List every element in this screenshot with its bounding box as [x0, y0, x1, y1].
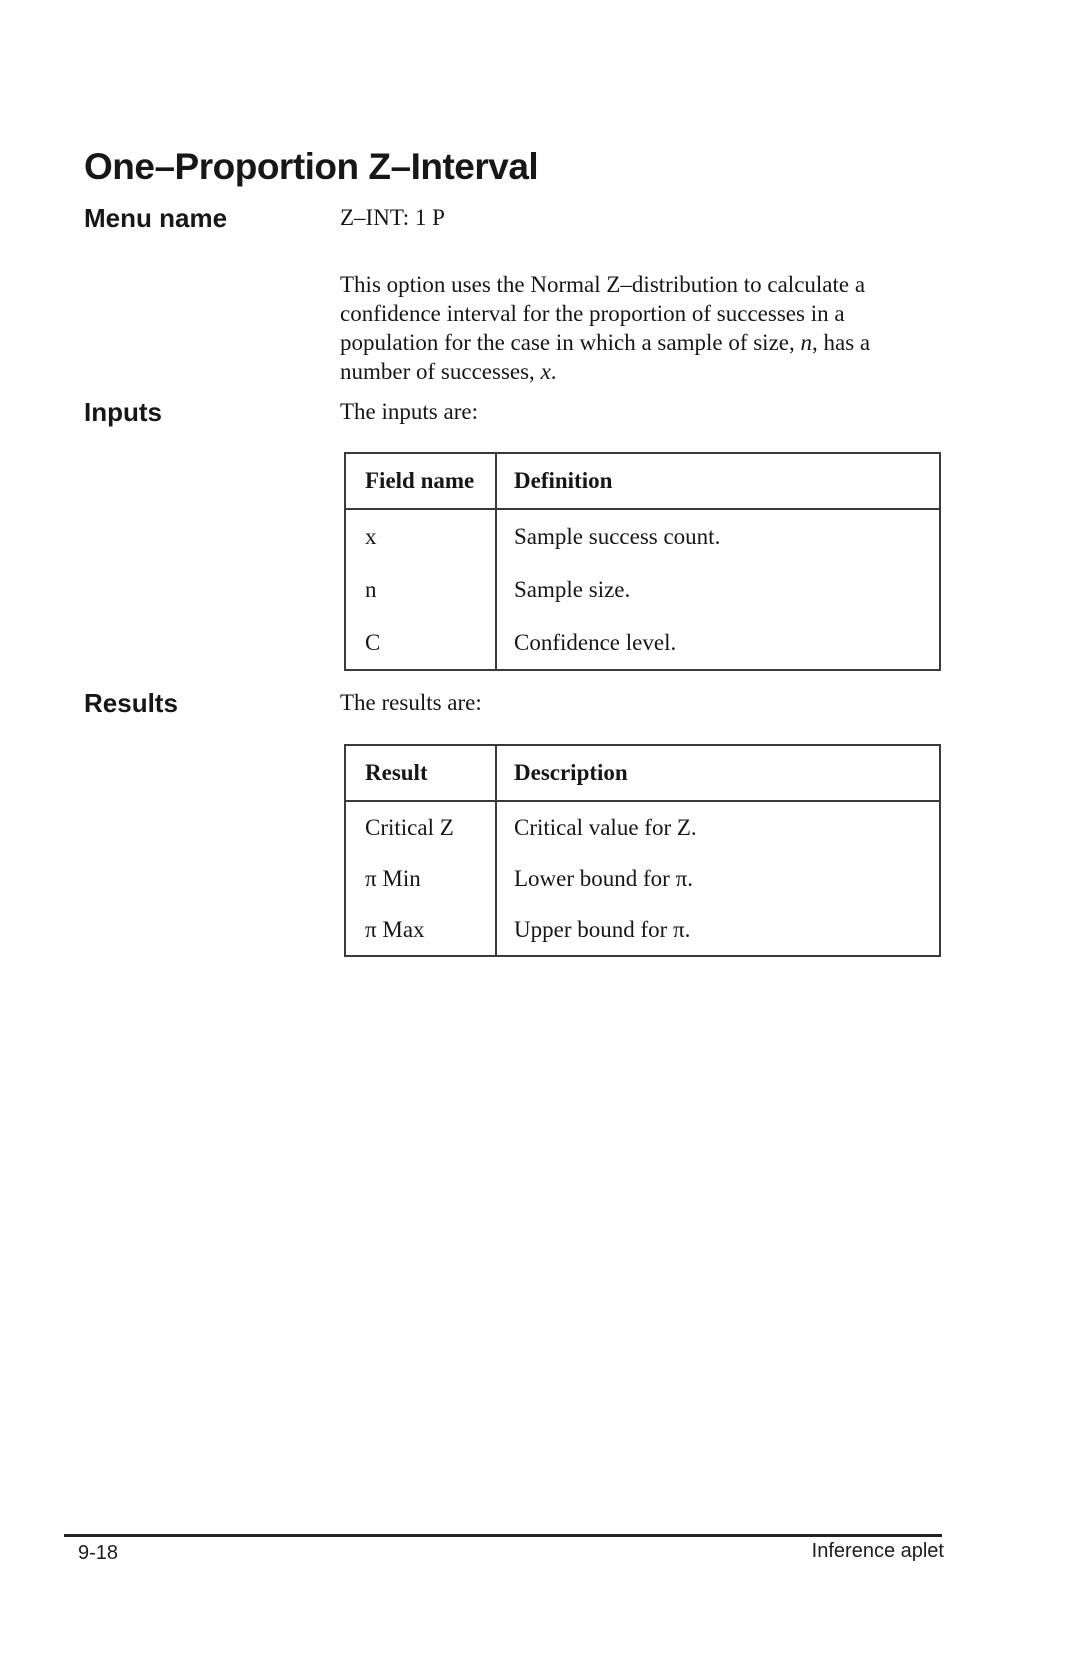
table-row: [346, 853, 939, 904]
results-table: [344, 744, 941, 957]
menu-description-text: This option uses the Normal Z–distribution to calculate a confidence interval for the proportion of successes in a population for the case in which a sample of size,: [340, 272, 866, 355]
description-cell: Critical value for Z.: [514, 814, 697, 840]
table-row: [346, 616, 939, 669]
results-table-header-row: [346, 746, 939, 802]
table-row: [346, 563, 939, 616]
menu-name-label: Menu name: [84, 203, 228, 233]
menu-description: [340, 270, 898, 386]
results-intro: The results are:: [340, 690, 482, 715]
results-header-description: Description: [514, 760, 628, 785]
table-row: [346, 510, 939, 563]
definition-cell: Sample success count.: [514, 523, 721, 549]
page-title: One–Proportion Z–Interval: [84, 145, 539, 187]
result-cell: π Max: [346, 904, 497, 955]
results-header-result: Result: [346, 746, 497, 800]
page-number: 9-18: [78, 1542, 119, 1564]
field-name-cell: n: [346, 563, 497, 616]
description-cell: Lower bound for π.: [514, 865, 693, 891]
definition-cell: Sample size.: [514, 576, 631, 602]
result-cell: Critical Z: [346, 802, 497, 853]
menu-name-value: Z–INT: 1 P: [340, 205, 445, 230]
footer-section-name: Inference aplet: [811, 1540, 944, 1562]
inputs-table: [344, 452, 941, 671]
field-name-cell: C: [346, 616, 497, 669]
inputs-label: Inputs: [84, 397, 162, 427]
menu-description-period: .: [550, 359, 557, 384]
variable-n: n: [800, 330, 812, 355]
field-name-cell: x: [346, 510, 497, 563]
inputs-header-definition: Definition: [514, 468, 613, 493]
result-cell: π Min: [346, 853, 497, 904]
definition-cell: Confidence level.: [514, 629, 677, 655]
results-label: Results: [84, 688, 178, 718]
footer-divider: [64, 1534, 942, 1537]
table-row: [346, 904, 939, 955]
inputs-table-header-row: [346, 454, 939, 510]
description-cell: Upper bound for π.: [514, 916, 691, 942]
inputs-intro: The inputs are:: [340, 399, 478, 424]
menu-description-text2: , has a number of successes,: [340, 330, 871, 384]
inputs-header-field-name: Field name: [346, 454, 497, 508]
table-row: [346, 802, 939, 853]
variable-x: x: [540, 359, 551, 384]
